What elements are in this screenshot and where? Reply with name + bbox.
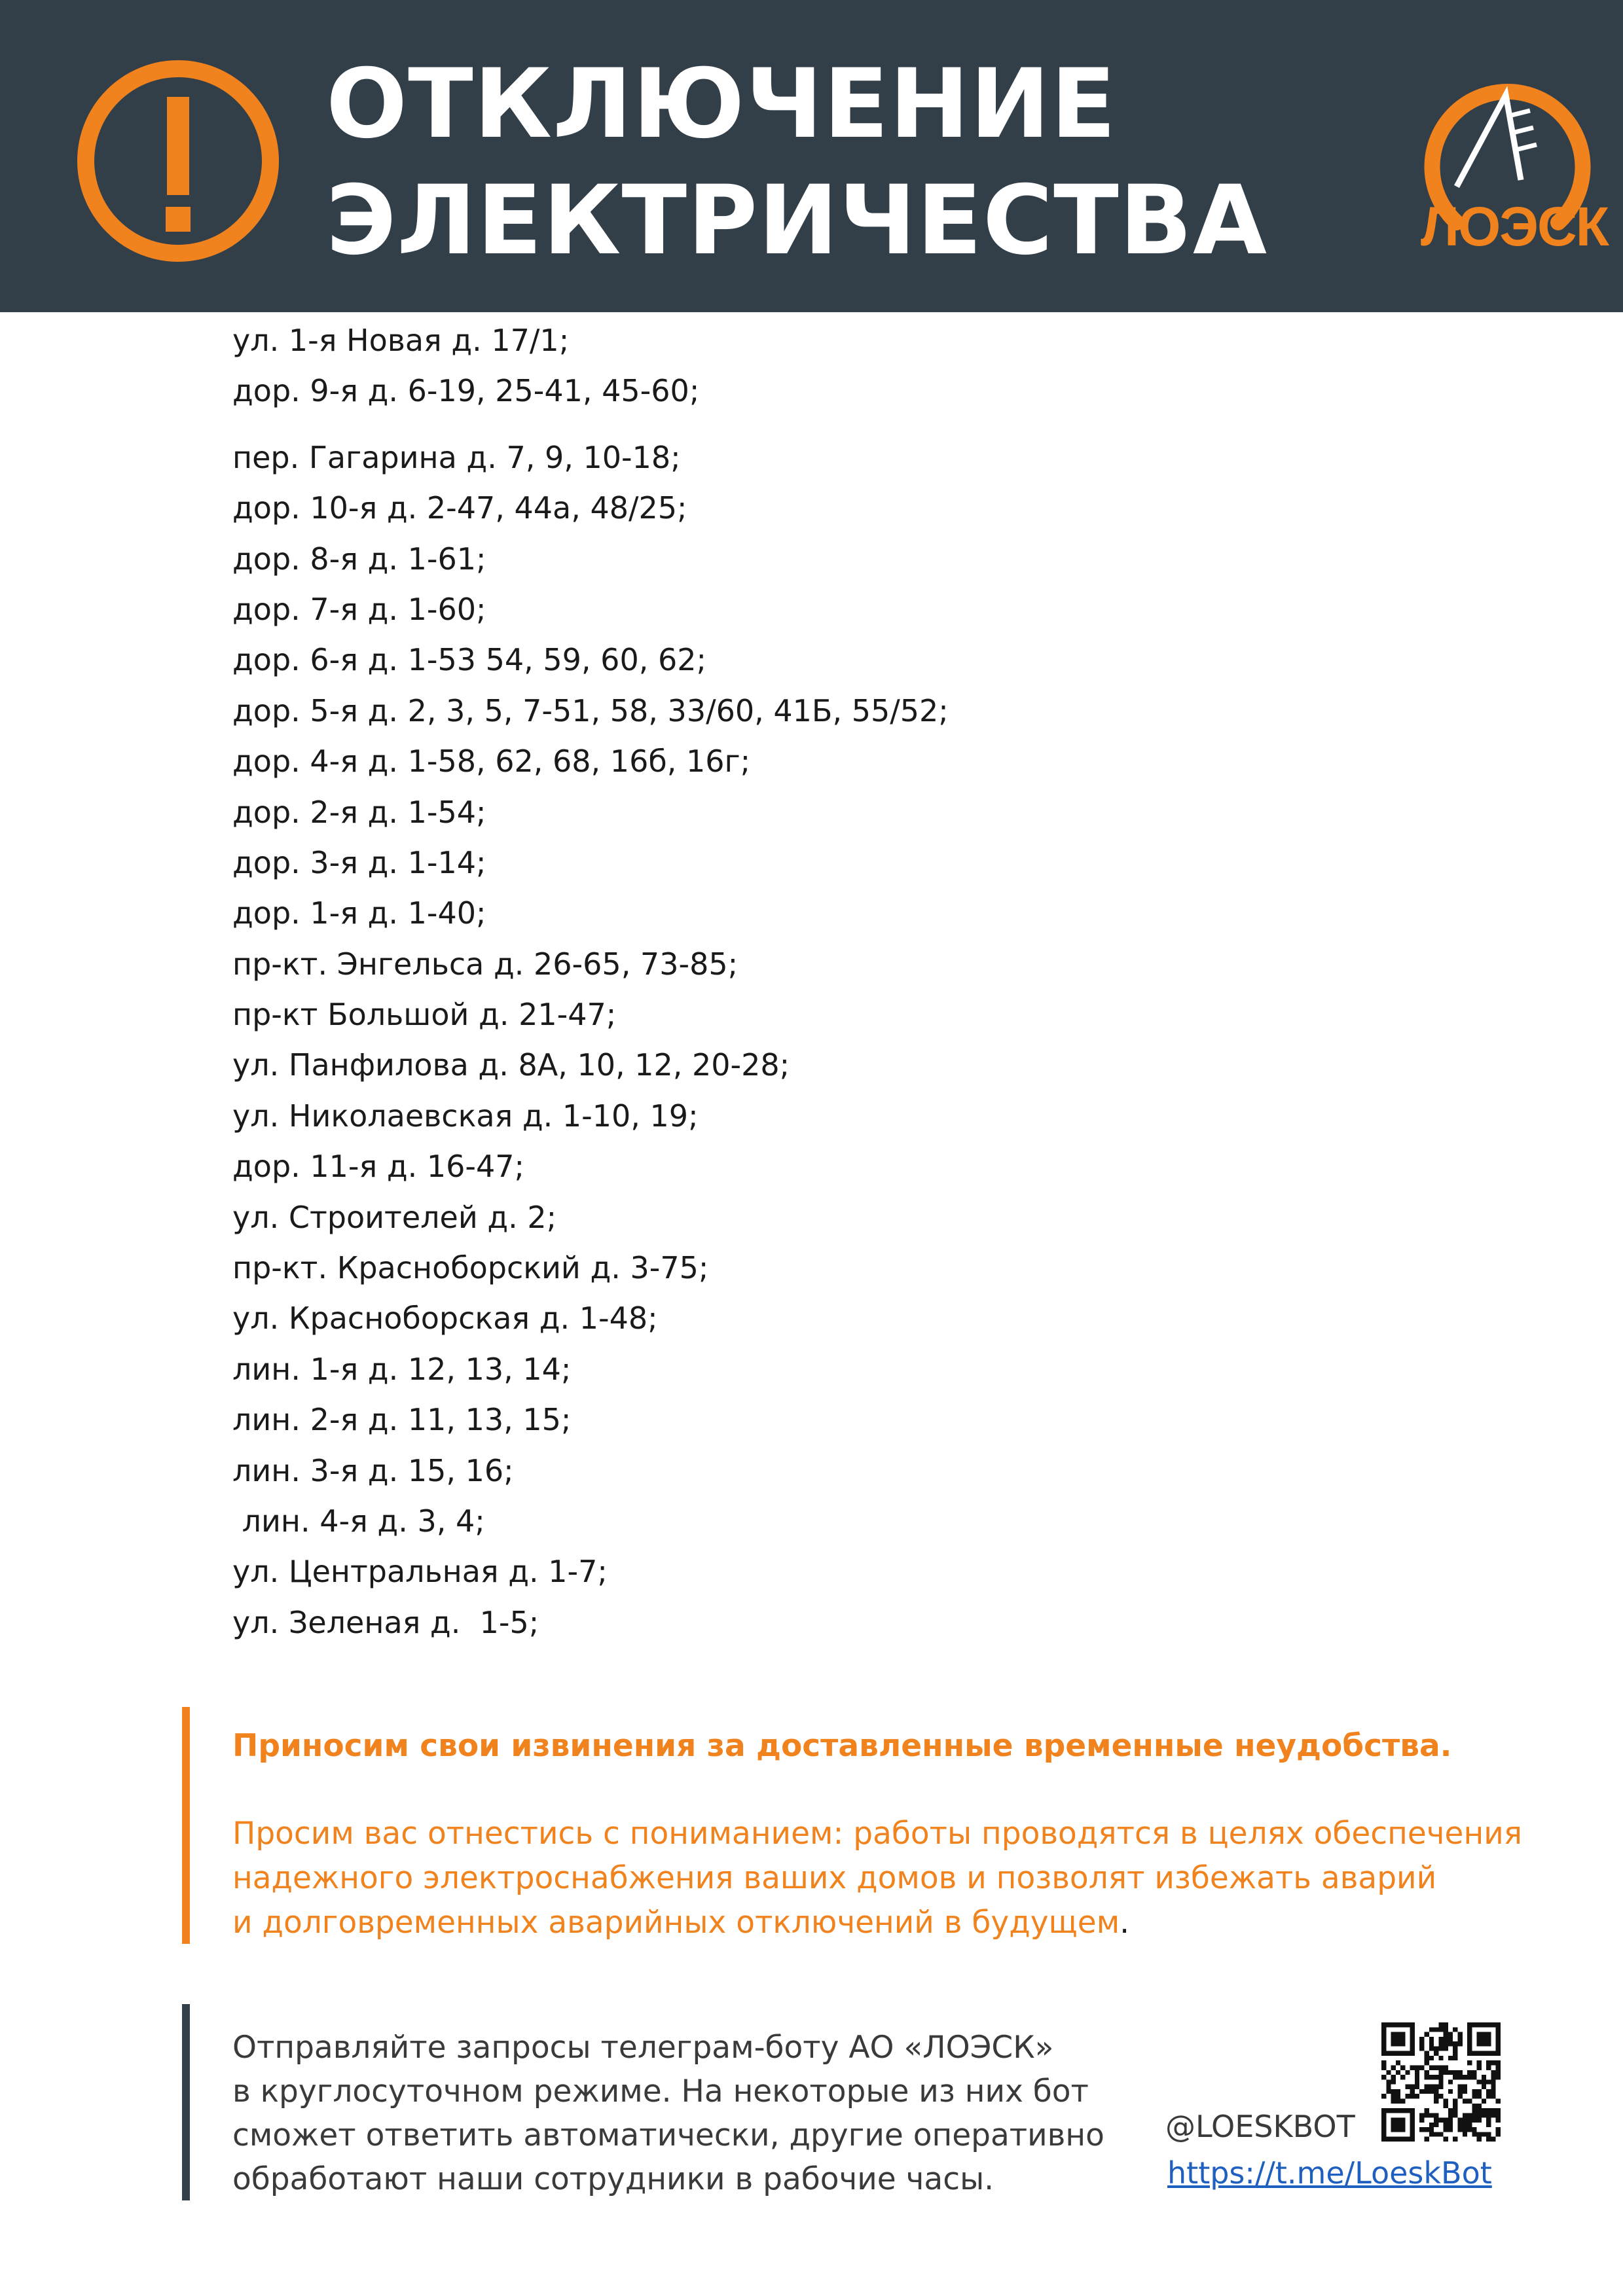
list-item: лин. 4-я д. 3, 4;: [232, 1503, 485, 1539]
list-item: ул. Панфилова д. 8А, 10, 12, 20-28;: [232, 1047, 790, 1083]
list-item: дор. 8-я д. 1-61;: [232, 541, 486, 577]
bot-line-3: сможет ответить автоматически, другие оперативно: [232, 2117, 1104, 2153]
list-item: дор. 6-я д. 1-53 54, 59, 60, 62;: [232, 642, 706, 678]
list-item: ул. Строителей д. 2;: [232, 1199, 557, 1235]
title-line-2: ЭЛЕКТРИЧЕСТВА: [326, 165, 1267, 276]
title-line-1: ОТКЛЮЧЕНИЕ: [326, 48, 1117, 160]
list-item: пер. Гагарина д. 7, 9, 10-18;: [232, 439, 681, 475]
list-item: ул. 1-я Новая д. 17/1;: [232, 323, 570, 358]
notice-line-1: Просим вас отнестись с пониманием: работы проводятся в целях обеспечения: [232, 1816, 1523, 1852]
list-item: ул. Красноборская д. 1-48;: [232, 1300, 658, 1336]
bot-handle: @LOESKBOT: [1165, 2109, 1355, 2144]
page-title: [326, 46, 1267, 279]
notice-accent-bar: [182, 1707, 190, 1944]
list-item: дор. 1-я д. 1-40;: [232, 895, 486, 931]
warning-icon: [73, 56, 283, 266]
bot-line-2: в круглосуточном режиме. На некоторые из них бот: [232, 2073, 1089, 2109]
bot-paragraph: [232, 2026, 1104, 2201]
bot-line-4: обработают наши сотрудники в рабочие часы.: [232, 2161, 994, 2197]
list-item: лин. 2-я д. 11, 13, 15;: [232, 1402, 572, 1438]
logo-text: ЛОЭСК: [1421, 196, 1608, 257]
bot-link[interactable]: https://t.me/LoeskBot: [1167, 2155, 1492, 2191]
list-item: лин. 3-я д. 15, 16;: [232, 1452, 514, 1488]
notice-line-2: надежного электроснабжения ваших домов и позволят избежать аварий: [232, 1860, 1437, 1896]
list-item: дор. 7-я д. 1-60;: [232, 591, 486, 627]
list-item: пр-кт. Энгельса д. 26-65, 73-85;: [232, 946, 739, 982]
header-banner: [0, 0, 1623, 312]
list-item: дор. 11-я д. 16-47;: [232, 1149, 525, 1185]
notice-line-3: и долговременных аварийных отключений в будущем: [232, 1905, 1120, 1941]
apology-text: Приносим свои извинения за доставленные временные неудобства.: [232, 1728, 1452, 1764]
list-item: дор. 9-я д. 6-19, 25-41, 45-60;: [232, 373, 700, 409]
list-item: ул. Николаевская д. 1-10, 19;: [232, 1098, 699, 1134]
list-item: пр-кт Большой д. 21-47;: [232, 997, 617, 1033]
bot-accent-bar: [182, 2004, 190, 2200]
list-item: пр-кт. Красноборский д. 3-75;: [232, 1250, 709, 1286]
list-item: лин. 1-я д. 12, 13, 14;: [232, 1351, 572, 1387]
bot-line-1: Отправляйте запросы телеграм-боту АО «ЛОЭСК»: [232, 2030, 1054, 2066]
notice-paragraph: [232, 1812, 1522, 1945]
list-item: дор. 5-я д. 2, 3, 5, 7-51, 58, 33/60, 41Б, 55/52;: [232, 692, 949, 728]
list-item: дор. 4-я д. 1-58, 62, 68, 16б, 16г;: [232, 744, 751, 780]
list-item: дор. 10-я д. 2-47, 44а, 48/25;: [232, 490, 687, 526]
notice-period: .: [1120, 1905, 1130, 1941]
list-item: ул. Центральная д. 1-7;: [232, 1554, 608, 1590]
list-item: дор. 2-я д. 1-54;: [232, 794, 486, 830]
list-item: ул. Зеленая д. 1-5;: [232, 1604, 539, 1640]
list-item: дор. 3-я д. 1-14;: [232, 844, 486, 880]
qr-code-icon[interactable]: [1381, 2022, 1501, 2142]
address-list: [232, 315, 949, 1648]
